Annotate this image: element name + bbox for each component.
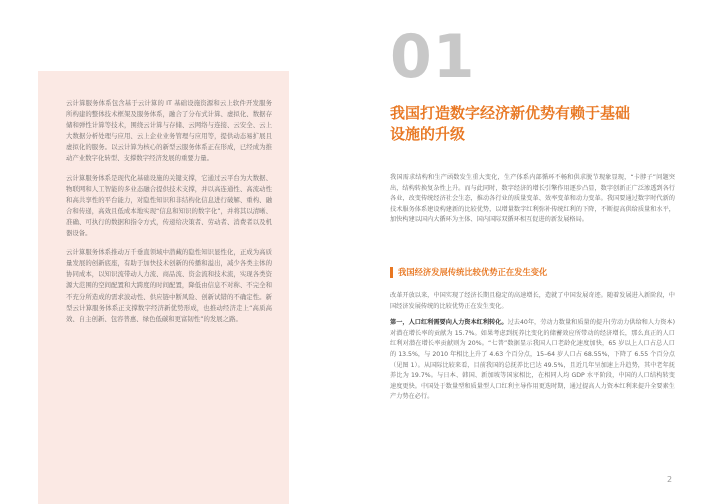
left-paragraph-2: 云计算服务体系是现代化基础设施的关键支撑，它通过云平台为大数据、物联网和人工智能的多业态融合提供技术支撑，并以高连通性、高流动性和高共享性的平台能力，对隐性知识和非结构化信息进行破解、重构、融合和传递，高效且低成本地实现“信息和知识的数字化”，并将其以清晰、准确、可执行的数据和指令方式，传递给决策者、劳动者、消费者以及机器设备。 <box>66 173 272 238</box>
body-paragraph-1: 改革开放以来，中国实现了经济长期且稳定的高速增长，造就了中国发展奇迹。随着发展进入新阶段，中国经济发展传统的比较优势正在发生变化。 <box>390 292 675 310</box>
page-number: 2 <box>667 475 673 484</box>
body-paragraph-2-lead: 第一，人口红利需要向人力资本红利转化。 <box>390 319 508 327</box>
body-paragraph-2 <box>390 318 675 403</box>
section-accent-bar <box>390 267 393 278</box>
left-paragraph-3: 云计算服务体系推动万千垂直领域中潜藏的隐性知识显性化，正成为高质量发展的创新底座，有助于加快技术创新的传播和溢出，减少各类主体的协同成本，以知识流带动人力流、商品流、资金流和技术流，实现各类资源大范围的空间配置和大跨度的时间配置，降低由信息不对称、不完全和不充分所造成的需求波动性、供应链中断风险、创新试错的不确定性。新型云计算服务体系正支撑数字经济新优势形成，也推动经济走上“高质高效、自主创新、包容普惠、绿色低碳和更富韧性”的发展之路。 <box>66 248 272 323</box>
left-column-text <box>66 98 272 333</box>
chapter-title: 我国打造数字经济新优势有赖于基础设施的升级 <box>390 104 631 143</box>
body-paragraph-2-text: 过去40年，劳动力数量和质量的提升(劳动力供给和人力资本) 对潜在增长率的贡献为 15.7%。如果考虑到抚养比变化的储蓄效应所带动的经济增长，那么真正的人口红利对潜在增长率贡献则为 20%。“七普”数据显示我国人口老龄化速度加快，65 岁以上人口占总人口的 13.5%，与 2010 年相比上升了 4.63 个百分点，15–64 岁人口占 68.55%，下降了 6.55 个百分点（见图 1）。从国际比较来看，目前我国的总抚养比已达 49.5%，且近几年呈加速上升趋势，其中老年抚养比为 19.7%。与日本、韩国、新加坡等国家相比，在相同人均 GDP 水平阶段，中国的人口结构转变速度更快。中国处于数量型和质量型人口红利主导作用更迭时期，通过提高人力资本红利来提升全要素生产力势在必行。 <box>390 319 676 401</box>
section-title: 我国经济发展传统比较优势正在发生变化 <box>398 267 548 277</box>
section-heading <box>390 266 675 278</box>
section-body <box>390 291 675 409</box>
intro-paragraph: 我国需求结构和生产函数发生重大变化，生产体系内部循环不畅和供求脱节现象显现，“卡脖子”问题突出，结构转换复杂性上升。而与此同时，数字经济的增长引擎作用逐步凸显，数字创新正广泛渗透到各行各业，改变传统经济社会生态，推动各行业的质量变革、效率变革和动力变革。我国要通过数字时代新的技术服务体系建设构建新的比较优势，以增量数字红利弥补传统红利的下降，不断提高供给质量和水平，加快构建以国内大循环为主体、国内国际双循环相互促进的新发展格局。 <box>390 174 675 224</box>
chapter-number: 01 <box>390 22 476 92</box>
left-paragraph-1: 云计算服务体系包含基于云计算的 IT 基础设施资源和云上软件开发服务所构建的整体技术框架及服务体系，融合了分布式计算、虚拟化、数据存储和弹性计算等技术，围绕云计算与存储、云网络与连接、云安全、云上大数据分析处理与应用、云上企业业务管理与应用等，提供动态易扩展且虚拟化的服务。以云计算为核心的新型云服务体系正在形成，已经成为推动产业数字化转型、支撑数字经济发展的重要力量。 <box>66 99 272 163</box>
